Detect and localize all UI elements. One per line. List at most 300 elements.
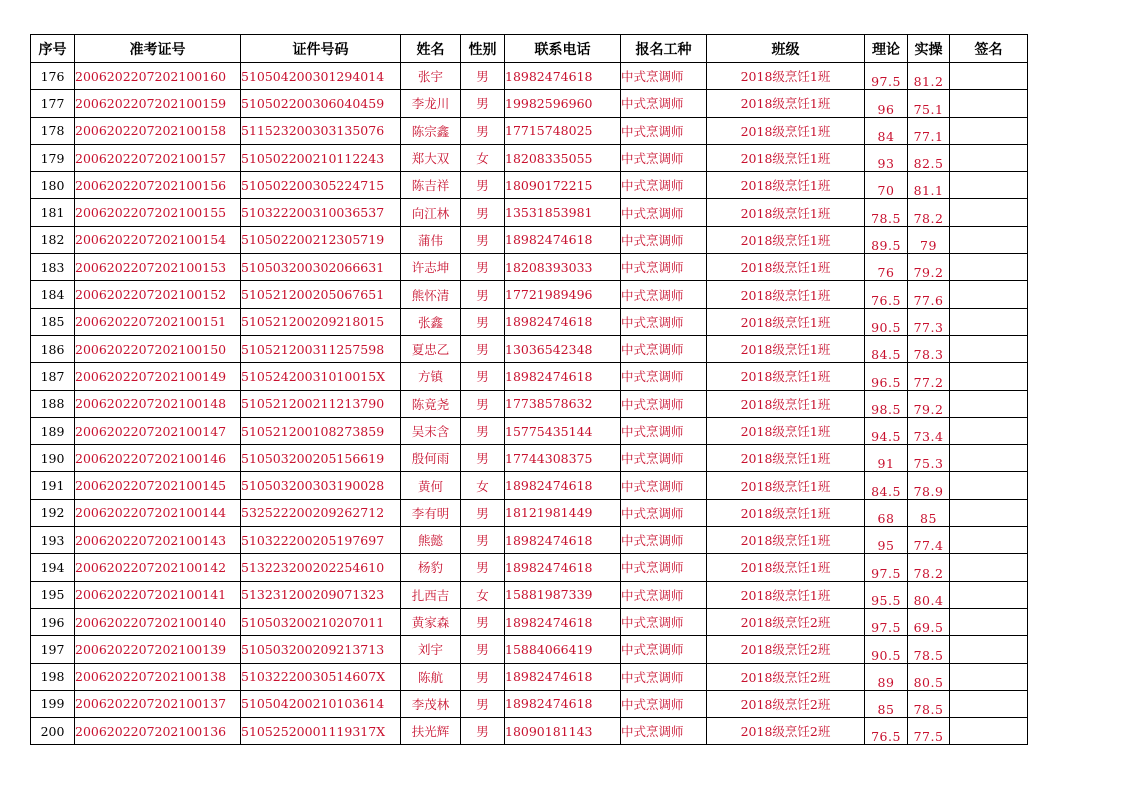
cell-class: 2018级烹饪1班 bbox=[707, 335, 865, 362]
cell-gender: 男 bbox=[461, 63, 505, 90]
cell-phone: 18090181143 bbox=[505, 718, 621, 745]
cell-name: 陈吉祥 bbox=[401, 172, 461, 199]
cell-signature[interactable] bbox=[950, 608, 1028, 635]
cell-exam-id: 2006202207202100152 bbox=[75, 281, 241, 308]
cell-theory: 95.5 bbox=[865, 581, 908, 608]
cell-signature[interactable] bbox=[950, 117, 1028, 144]
cell-gender: 女 bbox=[461, 581, 505, 608]
cell-theory: 70 bbox=[865, 172, 908, 199]
cell-name: 李有明 bbox=[401, 499, 461, 526]
cell-theory: 97.5 bbox=[865, 63, 908, 90]
cell-practice: 81.1 bbox=[908, 172, 950, 199]
cell-exam-id: 2006202207202100144 bbox=[75, 499, 241, 526]
cell-job-type: 中式烹调师 bbox=[621, 281, 707, 308]
cell-signature[interactable] bbox=[950, 226, 1028, 253]
cell-phone: 18982474618 bbox=[505, 308, 621, 335]
cell-exam-id: 2006202207202100139 bbox=[75, 636, 241, 663]
cell-id-number: 51032220030514607X bbox=[241, 663, 401, 690]
table-row bbox=[31, 363, 1028, 390]
cell-seq: 179 bbox=[31, 144, 75, 171]
cell-gender: 男 bbox=[461, 308, 505, 335]
cell-practice: 80.4 bbox=[908, 581, 950, 608]
cell-job-type: 中式烹调师 bbox=[621, 335, 707, 362]
cell-class: 2018级烹饪1班 bbox=[707, 445, 865, 472]
table-row bbox=[31, 335, 1028, 362]
cell-theory: 68 bbox=[865, 499, 908, 526]
cell-practice: 73.4 bbox=[908, 417, 950, 444]
cell-phone: 15775435144 bbox=[505, 417, 621, 444]
cell-seq: 177 bbox=[31, 90, 75, 117]
cell-signature[interactable] bbox=[950, 690, 1028, 717]
cell-phone: 18982474618 bbox=[505, 226, 621, 253]
cell-exam-id: 2006202207202100145 bbox=[75, 472, 241, 499]
cell-signature[interactable] bbox=[950, 417, 1028, 444]
cell-exam-id: 2006202207202100154 bbox=[75, 226, 241, 253]
cell-name: 熊懿 bbox=[401, 527, 461, 554]
cell-seq: 181 bbox=[31, 199, 75, 226]
cell-exam-id: 2006202207202100140 bbox=[75, 608, 241, 635]
cell-class: 2018级烹饪1班 bbox=[707, 527, 865, 554]
cell-job-type: 中式烹调师 bbox=[621, 308, 707, 335]
cell-gender: 男 bbox=[461, 335, 505, 362]
cell-exam-id: 2006202207202100142 bbox=[75, 554, 241, 581]
cell-seq: 195 bbox=[31, 581, 75, 608]
cell-name: 扶光辉 bbox=[401, 718, 461, 745]
cell-class: 2018级烹饪1班 bbox=[707, 63, 865, 90]
cell-name: 向江林 bbox=[401, 199, 461, 226]
header-job-type: 报名工种 bbox=[621, 35, 707, 63]
cell-id-number: 510502200210112243 bbox=[241, 144, 401, 171]
cell-job-type: 中式烹调师 bbox=[621, 718, 707, 745]
cell-theory: 96 bbox=[865, 90, 908, 117]
table-row bbox=[31, 226, 1028, 253]
cell-class: 2018级烹饪1班 bbox=[707, 172, 865, 199]
cell-signature[interactable] bbox=[950, 363, 1028, 390]
cell-signature[interactable] bbox=[950, 254, 1028, 281]
table-row bbox=[31, 117, 1028, 144]
cell-seq: 190 bbox=[31, 445, 75, 472]
cell-phone: 17721989496 bbox=[505, 281, 621, 308]
cell-gender: 男 bbox=[461, 663, 505, 690]
cell-job-type: 中式烹调师 bbox=[621, 554, 707, 581]
cell-class: 2018级烹饪1班 bbox=[707, 499, 865, 526]
cell-name: 许志坤 bbox=[401, 254, 461, 281]
cell-id-number: 510502200306040459 bbox=[241, 90, 401, 117]
cell-name: 陈竟尧 bbox=[401, 390, 461, 417]
cell-name: 郑大双 bbox=[401, 144, 461, 171]
cell-practice: 77.3 bbox=[908, 308, 950, 335]
table-row bbox=[31, 690, 1028, 717]
cell-class: 2018级烹饪1班 bbox=[707, 554, 865, 581]
cell-job-type: 中式烹调师 bbox=[621, 499, 707, 526]
cell-seq: 185 bbox=[31, 308, 75, 335]
cell-job-type: 中式烹调师 bbox=[621, 363, 707, 390]
cell-seq: 200 bbox=[31, 718, 75, 745]
cell-signature[interactable] bbox=[950, 527, 1028, 554]
header-class: 班级 bbox=[707, 35, 865, 63]
cell-exam-id: 2006202207202100146 bbox=[75, 445, 241, 472]
cell-signature[interactable] bbox=[950, 199, 1028, 226]
cell-seq: 188 bbox=[31, 390, 75, 417]
cell-id-number: 511523200303135076 bbox=[241, 117, 401, 144]
cell-id-number: 510503200210207011 bbox=[241, 608, 401, 635]
cell-seq: 176 bbox=[31, 63, 75, 90]
cell-exam-id: 2006202207202100160 bbox=[75, 63, 241, 90]
header-practice: 实操 bbox=[908, 35, 950, 63]
cell-job-type: 中式烹调师 bbox=[621, 117, 707, 144]
header-exam-id: 准考证号 bbox=[75, 35, 241, 63]
cell-gender: 男 bbox=[461, 390, 505, 417]
cell-id-number: 510502200212305719 bbox=[241, 226, 401, 253]
header-seq: 序号 bbox=[31, 35, 75, 63]
table-row bbox=[31, 417, 1028, 444]
cell-exam-id: 2006202207202100141 bbox=[75, 581, 241, 608]
cell-job-type: 中式烹调师 bbox=[621, 445, 707, 472]
cell-class: 2018级烹饪2班 bbox=[707, 663, 865, 690]
table-row bbox=[31, 527, 1028, 554]
cell-signature[interactable] bbox=[950, 499, 1028, 526]
cell-job-type: 中式烹调师 bbox=[621, 636, 707, 663]
cell-signature[interactable] bbox=[950, 63, 1028, 90]
cell-exam-id: 2006202207202100147 bbox=[75, 417, 241, 444]
cell-theory: 89.5 bbox=[865, 226, 908, 253]
cell-gender: 男 bbox=[461, 199, 505, 226]
cell-exam-id: 2006202207202100148 bbox=[75, 390, 241, 417]
cell-name: 杨豹 bbox=[401, 554, 461, 581]
header-row bbox=[31, 35, 1028, 63]
cell-signature[interactable] bbox=[950, 144, 1028, 171]
cell-signature[interactable] bbox=[950, 308, 1028, 335]
cell-practice: 78.9 bbox=[908, 472, 950, 499]
cell-gender: 男 bbox=[461, 254, 505, 281]
cell-gender: 男 bbox=[461, 718, 505, 745]
cell-job-type: 中式烹调师 bbox=[621, 472, 707, 499]
cell-name: 夏忠乙 bbox=[401, 335, 461, 362]
table-row bbox=[31, 663, 1028, 690]
cell-gender: 男 bbox=[461, 608, 505, 635]
table-row bbox=[31, 608, 1028, 635]
cell-class: 2018级烹饪1班 bbox=[707, 117, 865, 144]
cell-name: 刘宇 bbox=[401, 636, 461, 663]
cell-exam-id: 2006202207202100151 bbox=[75, 308, 241, 335]
cell-id-number: 510503200209213713 bbox=[241, 636, 401, 663]
cell-name: 熊怀清 bbox=[401, 281, 461, 308]
table-row bbox=[31, 144, 1028, 171]
cell-signature[interactable] bbox=[950, 390, 1028, 417]
cell-id-number: 51052420031010015X bbox=[241, 363, 401, 390]
cell-seq: 196 bbox=[31, 608, 75, 635]
cell-phone: 15884066419 bbox=[505, 636, 621, 663]
cell-class: 2018级烹饪1班 bbox=[707, 90, 865, 117]
cell-gender: 女 bbox=[461, 144, 505, 171]
cell-signature[interactable] bbox=[950, 636, 1028, 663]
cell-phone: 17744308375 bbox=[505, 445, 621, 472]
cell-signature[interactable] bbox=[950, 581, 1028, 608]
cell-id-number: 510503200205156619 bbox=[241, 445, 401, 472]
cell-phone: 17738578632 bbox=[505, 390, 621, 417]
cell-exam-id: 2006202207202100136 bbox=[75, 718, 241, 745]
table-row bbox=[31, 281, 1028, 308]
cell-job-type: 中式烹调师 bbox=[621, 226, 707, 253]
cell-id-number: 510504200301294014 bbox=[241, 63, 401, 90]
cell-name: 吴末含 bbox=[401, 417, 461, 444]
cell-seq: 187 bbox=[31, 363, 75, 390]
cell-job-type: 中式烹调师 bbox=[621, 690, 707, 717]
cell-class: 2018级烹饪1班 bbox=[707, 199, 865, 226]
cell-phone: 18982474618 bbox=[505, 527, 621, 554]
cell-practice: 77.6 bbox=[908, 281, 950, 308]
cell-job-type: 中式烹调师 bbox=[621, 254, 707, 281]
cell-id-number: 510521200211213790 bbox=[241, 390, 401, 417]
cell-class: 2018级烹饪2班 bbox=[707, 718, 865, 745]
cell-phone: 17715748025 bbox=[505, 117, 621, 144]
cell-practice: 77.2 bbox=[908, 363, 950, 390]
cell-exam-id: 2006202207202100157 bbox=[75, 144, 241, 171]
cell-signature[interactable] bbox=[950, 90, 1028, 117]
cell-theory: 93 bbox=[865, 144, 908, 171]
table-row bbox=[31, 581, 1028, 608]
cell-seq: 182 bbox=[31, 226, 75, 253]
cell-practice: 82.5 bbox=[908, 144, 950, 171]
cell-theory: 90.5 bbox=[865, 308, 908, 335]
table-row bbox=[31, 554, 1028, 581]
cell-exam-id: 2006202207202100155 bbox=[75, 199, 241, 226]
cell-id-number: 532522200209262712 bbox=[241, 499, 401, 526]
cell-id-number: 510521200108273859 bbox=[241, 417, 401, 444]
table-row bbox=[31, 390, 1028, 417]
cell-job-type: 中式烹调师 bbox=[621, 527, 707, 554]
cell-name: 李茂林 bbox=[401, 690, 461, 717]
cell-id-number: 513231200209071323 bbox=[241, 581, 401, 608]
cell-seq: 186 bbox=[31, 335, 75, 362]
exam-roster-table bbox=[30, 34, 1028, 745]
cell-signature[interactable] bbox=[950, 445, 1028, 472]
cell-theory: 98.5 bbox=[865, 390, 908, 417]
cell-name: 陈航 bbox=[401, 663, 461, 690]
table-row bbox=[31, 472, 1028, 499]
cell-gender: 男 bbox=[461, 690, 505, 717]
cell-id-number: 510521200311257598 bbox=[241, 335, 401, 362]
cell-gender: 男 bbox=[461, 90, 505, 117]
cell-name: 殷何雨 bbox=[401, 445, 461, 472]
cell-practice: 78.2 bbox=[908, 199, 950, 226]
cell-class: 2018级烹饪1班 bbox=[707, 363, 865, 390]
table-row bbox=[31, 63, 1028, 90]
cell-phone: 18982474618 bbox=[505, 63, 621, 90]
table-row bbox=[31, 172, 1028, 199]
cell-name: 方镇 bbox=[401, 363, 461, 390]
cell-gender: 男 bbox=[461, 636, 505, 663]
cell-gender: 男 bbox=[461, 527, 505, 554]
cell-phone: 19982596960 bbox=[505, 90, 621, 117]
cell-class: 2018级烹饪1班 bbox=[707, 417, 865, 444]
cell-practice: 81.2 bbox=[908, 63, 950, 90]
cell-theory: 78.5 bbox=[865, 199, 908, 226]
cell-id-number: 51052520001119317X bbox=[241, 718, 401, 745]
cell-theory: 76 bbox=[865, 254, 908, 281]
cell-phone: 15881987339 bbox=[505, 581, 621, 608]
cell-gender: 男 bbox=[461, 117, 505, 144]
cell-seq: 198 bbox=[31, 663, 75, 690]
header-name: 姓名 bbox=[401, 35, 461, 63]
header-theory: 理论 bbox=[865, 35, 908, 63]
cell-job-type: 中式烹调师 bbox=[621, 608, 707, 635]
cell-theory: 90.5 bbox=[865, 636, 908, 663]
cell-practice: 80.5 bbox=[908, 663, 950, 690]
cell-practice: 79 bbox=[908, 226, 950, 253]
cell-theory: 95 bbox=[865, 527, 908, 554]
header-id-number: 证件号码 bbox=[241, 35, 401, 63]
cell-id-number: 510521200209218015 bbox=[241, 308, 401, 335]
cell-practice: 85 bbox=[908, 499, 950, 526]
cell-id-number: 510502200305224715 bbox=[241, 172, 401, 199]
cell-practice: 79.2 bbox=[908, 390, 950, 417]
header-gender: 性别 bbox=[461, 35, 505, 63]
cell-id-number: 513223200202254610 bbox=[241, 554, 401, 581]
cell-seq: 199 bbox=[31, 690, 75, 717]
cell-id-number: 510521200205067651 bbox=[241, 281, 401, 308]
cell-phone: 18121981449 bbox=[505, 499, 621, 526]
cell-seq: 180 bbox=[31, 172, 75, 199]
cell-class: 2018级烹饪1班 bbox=[707, 308, 865, 335]
cell-gender: 男 bbox=[461, 417, 505, 444]
cell-name: 蒲伟 bbox=[401, 226, 461, 253]
cell-name: 李龙川 bbox=[401, 90, 461, 117]
cell-seq: 192 bbox=[31, 499, 75, 526]
cell-class: 2018级烹饪1班 bbox=[707, 472, 865, 499]
cell-job-type: 中式烹调师 bbox=[621, 199, 707, 226]
cell-phone: 18208335055 bbox=[505, 144, 621, 171]
cell-class: 2018级烹饪1班 bbox=[707, 281, 865, 308]
cell-phone: 18982474618 bbox=[505, 663, 621, 690]
cell-signature[interactable] bbox=[950, 663, 1028, 690]
cell-exam-id: 2006202207202100138 bbox=[75, 663, 241, 690]
cell-phone: 18982474618 bbox=[505, 608, 621, 635]
cell-name: 张鑫 bbox=[401, 308, 461, 335]
cell-theory: 84.5 bbox=[865, 335, 908, 362]
cell-class: 2018级烹饪1班 bbox=[707, 144, 865, 171]
table-row bbox=[31, 445, 1028, 472]
cell-exam-id: 2006202207202100150 bbox=[75, 335, 241, 362]
cell-seq: 193 bbox=[31, 527, 75, 554]
table-row bbox=[31, 636, 1028, 663]
table-row bbox=[31, 718, 1028, 745]
cell-gender: 男 bbox=[461, 226, 505, 253]
cell-signature[interactable] bbox=[950, 335, 1028, 362]
cell-seq: 178 bbox=[31, 117, 75, 144]
cell-exam-id: 2006202207202100158 bbox=[75, 117, 241, 144]
cell-job-type: 中式烹调师 bbox=[621, 63, 707, 90]
table-body bbox=[31, 63, 1028, 745]
cell-signature[interactable] bbox=[950, 718, 1028, 745]
cell-practice: 69.5 bbox=[908, 608, 950, 635]
cell-class: 2018级烹饪1班 bbox=[707, 390, 865, 417]
table-row bbox=[31, 90, 1028, 117]
cell-theory: 94.5 bbox=[865, 417, 908, 444]
cell-theory: 96.5 bbox=[865, 363, 908, 390]
cell-theory: 84 bbox=[865, 117, 908, 144]
cell-practice: 75.1 bbox=[908, 90, 950, 117]
cell-exam-id: 2006202207202100156 bbox=[75, 172, 241, 199]
cell-theory: 85 bbox=[865, 690, 908, 717]
cell-practice: 78.5 bbox=[908, 636, 950, 663]
cell-class: 2018级烹饪2班 bbox=[707, 636, 865, 663]
cell-job-type: 中式烹调师 bbox=[621, 172, 707, 199]
cell-seq: 191 bbox=[31, 472, 75, 499]
cell-id-number: 510504200210103614 bbox=[241, 690, 401, 717]
cell-practice: 78.5 bbox=[908, 690, 950, 717]
cell-gender: 男 bbox=[461, 281, 505, 308]
cell-class: 2018级烹饪2班 bbox=[707, 608, 865, 635]
cell-class: 2018级烹饪1班 bbox=[707, 254, 865, 281]
cell-practice: 77.4 bbox=[908, 527, 950, 554]
cell-job-type: 中式烹调师 bbox=[621, 90, 707, 117]
cell-class: 2018级烹饪1班 bbox=[707, 226, 865, 253]
cell-signature[interactable] bbox=[950, 281, 1028, 308]
cell-name: 陈宗鑫 bbox=[401, 117, 461, 144]
cell-exam-id: 2006202207202100143 bbox=[75, 527, 241, 554]
cell-exam-id: 2006202207202100159 bbox=[75, 90, 241, 117]
cell-signature[interactable] bbox=[950, 554, 1028, 581]
table-row bbox=[31, 499, 1028, 526]
cell-phone: 18982474618 bbox=[505, 690, 621, 717]
cell-seq: 194 bbox=[31, 554, 75, 581]
cell-phone: 18090172215 bbox=[505, 172, 621, 199]
cell-job-type: 中式烹调师 bbox=[621, 417, 707, 444]
cell-gender: 男 bbox=[461, 499, 505, 526]
cell-phone: 18982474618 bbox=[505, 363, 621, 390]
cell-theory: 76.5 bbox=[865, 281, 908, 308]
cell-practice: 77.1 bbox=[908, 117, 950, 144]
cell-signature[interactable] bbox=[950, 172, 1028, 199]
header-signature: 签名 bbox=[950, 35, 1028, 63]
cell-seq: 189 bbox=[31, 417, 75, 444]
cell-gender: 男 bbox=[461, 445, 505, 472]
cell-name: 张宇 bbox=[401, 63, 461, 90]
cell-name: 黄何 bbox=[401, 472, 461, 499]
cell-id-number: 510503200303190028 bbox=[241, 472, 401, 499]
cell-gender: 男 bbox=[461, 172, 505, 199]
cell-id-number: 510503200302066631 bbox=[241, 254, 401, 281]
cell-practice: 79.2 bbox=[908, 254, 950, 281]
header-phone: 联系电话 bbox=[505, 35, 621, 63]
cell-id-number: 510322200310036537 bbox=[241, 199, 401, 226]
cell-theory: 91 bbox=[865, 445, 908, 472]
cell-practice: 75.3 bbox=[908, 445, 950, 472]
cell-theory: 97.5 bbox=[865, 554, 908, 581]
cell-job-type: 中式烹调师 bbox=[621, 390, 707, 417]
cell-class: 2018级烹饪1班 bbox=[707, 581, 865, 608]
cell-exam-id: 2006202207202100153 bbox=[75, 254, 241, 281]
cell-gender: 男 bbox=[461, 554, 505, 581]
cell-practice: 78.2 bbox=[908, 554, 950, 581]
cell-job-type: 中式烹调师 bbox=[621, 663, 707, 690]
cell-signature[interactable] bbox=[950, 472, 1028, 499]
cell-gender: 女 bbox=[461, 472, 505, 499]
cell-practice: 77.5 bbox=[908, 718, 950, 745]
cell-theory: 76.5 bbox=[865, 718, 908, 745]
cell-seq: 184 bbox=[31, 281, 75, 308]
cell-theory: 97.5 bbox=[865, 608, 908, 635]
cell-job-type: 中式烹调师 bbox=[621, 144, 707, 171]
cell-exam-id: 2006202207202100149 bbox=[75, 363, 241, 390]
cell-name: 扎西吉 bbox=[401, 581, 461, 608]
cell-phone: 13531853981 bbox=[505, 199, 621, 226]
cell-theory: 84.5 bbox=[865, 472, 908, 499]
cell-job-type: 中式烹调师 bbox=[621, 581, 707, 608]
table-row bbox=[31, 308, 1028, 335]
cell-phone: 18208393033 bbox=[505, 254, 621, 281]
